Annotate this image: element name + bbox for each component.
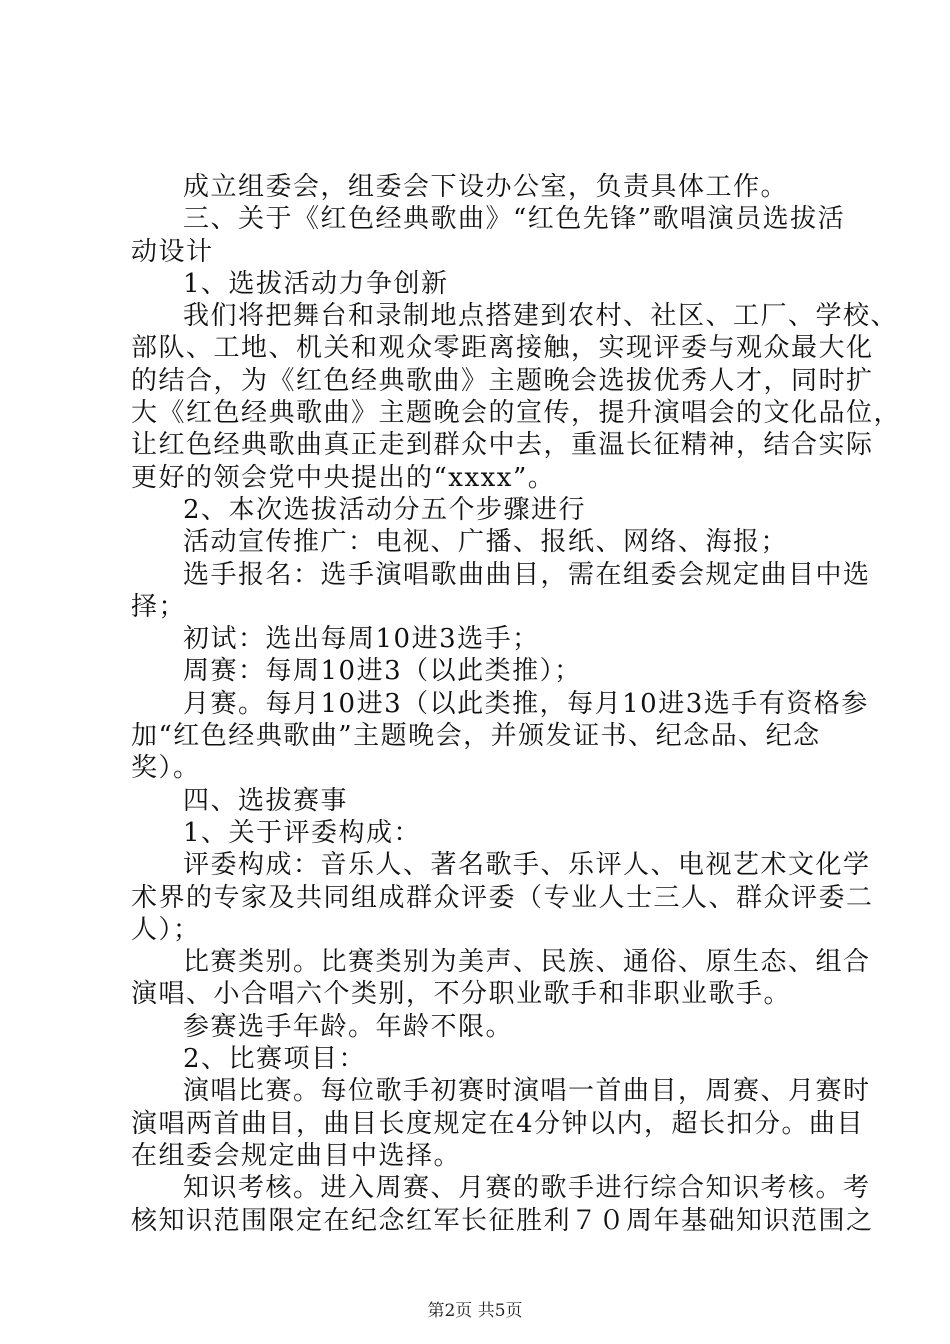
text-line: 评委构成：音乐人、著名歌手、乐评人、电视艺术文化学: [183, 850, 871, 881]
text-line: 参赛选手年龄。年龄不限。: [183, 1011, 514, 1042]
text-line: 让红色经典歌曲真正走到群众中去，重温长征精神，结合实际: [131, 430, 874, 461]
text-line: 的结合，为《红色经典歌曲》主题晚会选拔优秀人才，同时扩: [131, 365, 874, 396]
text-line: 我们将把舞台和录制地点搭建到农村、社区、工厂、学校、: [183, 301, 899, 332]
text-line: 大《红色经典歌曲》主题晚会的宣传，提升演唱会的文化品位，: [131, 398, 902, 429]
text-line: 演唱、小合唱六个类别，不分职业歌手和非职业歌手。: [131, 979, 792, 1010]
text-line: 演唱比赛。每位歌手初赛时演唱一首曲目，周赛、月赛时: [183, 1076, 871, 1107]
text-line: 人）；: [131, 914, 201, 945]
text-line: 择；: [131, 591, 187, 622]
text-line: 初试：选出每周10进3选手；: [183, 624, 540, 655]
text-line: 部队、工地、机关和观众零距离接触，实现评委与观众最大化: [131, 333, 874, 364]
text-line: 更好的领会党中央提出的“xxxx”。: [131, 462, 556, 493]
page-footer: 第2页 共5页: [427, 1301, 523, 1321]
text-line: 术界的专家及共同组成群众评委（专业人士三人、群众评委二: [131, 882, 874, 913]
text-line: 动设计: [131, 236, 214, 267]
text-line: 成立组委会，组委会下设办公室，负责具体工作。: [183, 172, 789, 202]
text-line: 演唱两首曲目，曲目长度规定在4分钟以内，超长扣分。曲目: [131, 1108, 865, 1139]
text-line: 2、本次选拔活动分五个步骤进行: [183, 494, 587, 525]
text-line: 周赛：每周10进3（以此类推）；: [183, 656, 582, 687]
text-line: 加“红色经典歌曲”主题晚会，并颁发证书、纪念品、纪念: [131, 721, 821, 752]
text-line: 1、关于评委构成：: [183, 817, 422, 848]
text-line: 奖）。: [131, 753, 201, 784]
text-line: 核知识范围限定在纪念红军长征胜利７０周年基础知识范围之: [131, 1205, 874, 1236]
text-line: 四、选拔赛事: [183, 785, 349, 816]
text-line: 1、选拔活动力争创新: [183, 268, 449, 299]
text-line: 2、比赛项目：: [183, 1044, 367, 1075]
text-line: 活动宣传推广：电视、广播、报纸、网络、海报；: [183, 527, 789, 558]
text-line: 月赛。每月10进3（以此类推，每月10进3选手有资格参: [183, 688, 869, 719]
text-line: 比赛类别。比赛类别为美声、民族、通俗、原生态、组合: [183, 947, 871, 978]
text-line: 知识考核。进入周赛、月赛的歌手进行综合知识考核。考: [183, 1173, 871, 1204]
text-line: 选手报名：选手演唱歌曲曲目，需在组委会规定曲目中选: [183, 559, 871, 590]
text-line: 在组委会规定曲目中选择。: [131, 1140, 462, 1171]
text-line: 三、关于《红色经典歌曲》“红色先锋”歌唱演员选拔活: [183, 204, 846, 235]
document-body: [131, 171, 902, 1237]
